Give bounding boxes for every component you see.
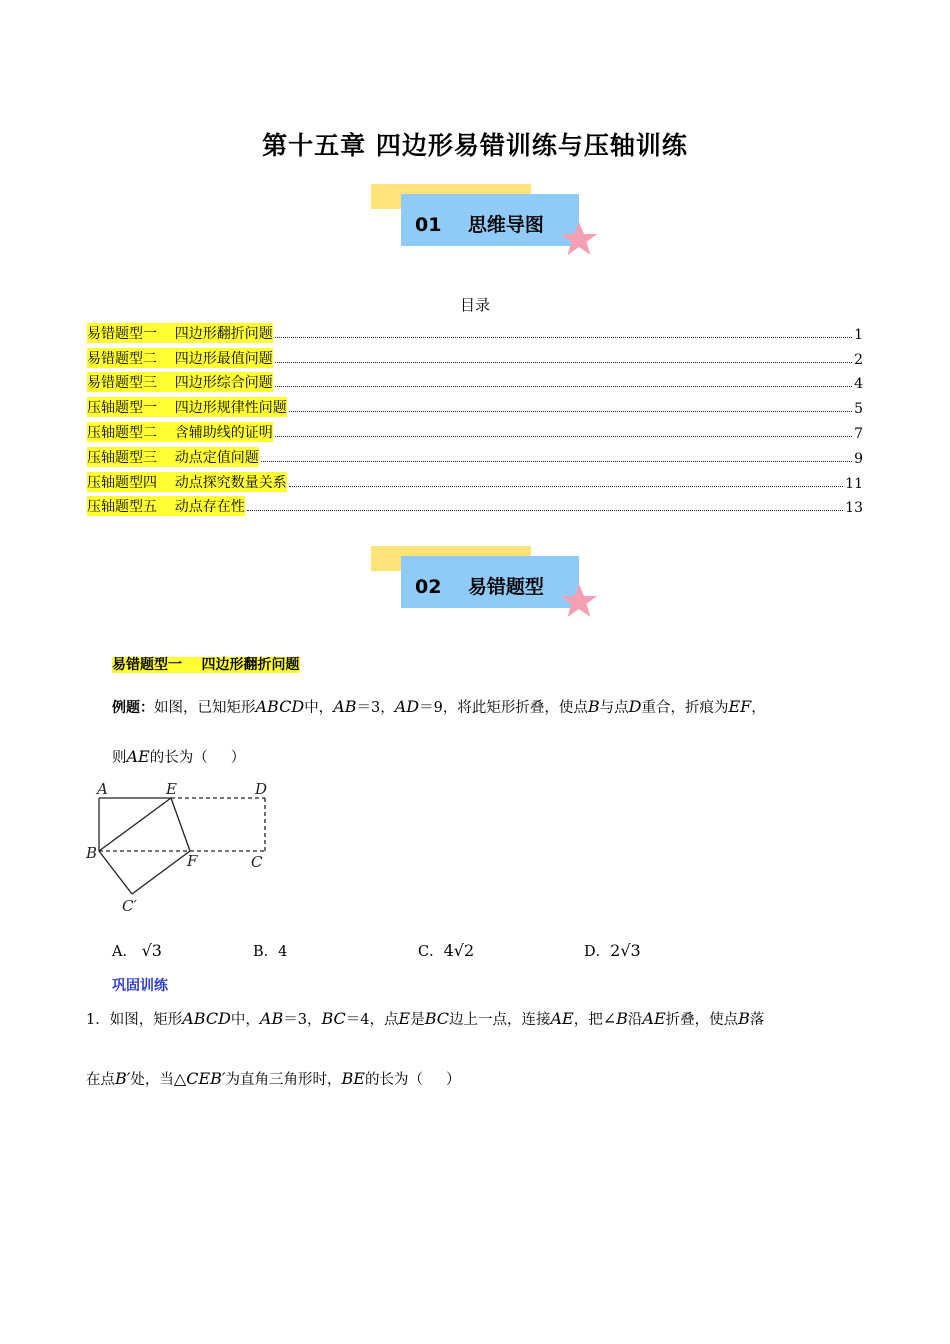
label-E: E (166, 780, 177, 798)
toc-item[interactable] (87, 417, 863, 442)
example-line-1: 例题：如图，已知矩形ABCD中，AB＝3，AD＝9，将此矩形折叠，使点B与点D重合，折痕为EF， (112, 697, 766, 716)
toc-item-page: 11 (845, 475, 863, 492)
toc-item-label: 压轴题型一 四边形规律性问题 (87, 397, 287, 417)
toc-item-page: 4 (854, 376, 863, 393)
toc-item-label: 压轴题型二 含辅助线的证明 (87, 422, 273, 442)
toc-item[interactable] (87, 392, 863, 417)
toc-item-label: 易错题型三 四边形综合问题 (87, 372, 273, 392)
toc-item-label: 压轴题型四 动点探究数量关系 (87, 472, 287, 492)
toc-item[interactable] (87, 492, 863, 517)
toc-item[interactable] (87, 318, 863, 343)
label-B: B (86, 844, 98, 862)
table-of-contents (87, 318, 863, 516)
toc-item-page: 9 (854, 450, 863, 467)
toc-item[interactable] (87, 467, 863, 492)
toc-item-page: 7 (854, 425, 863, 442)
example-line-2: 则AE的长为（ ） (112, 747, 246, 766)
page-title: 第十五章 四边形易错训练与压轴训练 (262, 131, 688, 160)
toc-item-page: 5 (854, 401, 863, 418)
section-number: 01 (415, 214, 442, 236)
toc-heading: 目录 (459, 296, 490, 314)
example-label: 例题： (112, 700, 154, 716)
option-c[interactable]: C．4√2 (418, 941, 475, 960)
toc-item[interactable] (87, 343, 863, 368)
section-banner-errors (371, 546, 611, 636)
toc-item[interactable] (87, 368, 863, 393)
label-C: C (251, 853, 263, 871)
label-C-prime: C′ (122, 897, 137, 915)
consolidate-heading: 巩固训练 (112, 978, 168, 994)
toc-item-label: 易错题型一 四边形翻折问题 (87, 323, 273, 343)
rectangle-fold-figure (84, 778, 284, 918)
section-banner-mindmap (371, 184, 611, 274)
section-name: 易错题型 (467, 576, 544, 598)
label-D: D (255, 780, 268, 798)
section-number: 02 (415, 576, 442, 598)
section-name: 思维导图 (467, 214, 544, 236)
option-a[interactable]: A． √3 (112, 941, 162, 960)
question-1-line-1: 1．如图，矩形ABCD中，AB＝3，BC＝4，点E是BC边上一点，连接AE，把∠B沿AE折叠，使点B落 (86, 1009, 765, 1028)
toc-item-page: 1 (854, 326, 863, 343)
question-1-line-2: 在点B′处，当△CEB′为直角三角形时，BE的长为（ ） (86, 1069, 461, 1088)
toc-item-label: 压轴题型三 动点定值问题 (87, 447, 259, 467)
toc-item-label: 压轴题型五 动点存在性 (87, 496, 245, 516)
label-A: A (97, 780, 108, 798)
toc-item[interactable] (87, 442, 863, 467)
option-d[interactable]: D．2√3 (584, 941, 641, 960)
toc-item-label: 易错题型二 四边形最值问题 (87, 348, 273, 368)
toc-item-page: 2 (854, 351, 863, 368)
star-icon (559, 220, 599, 258)
label-F: F (187, 852, 198, 870)
toc-item-page: 13 (845, 500, 863, 517)
option-b[interactable]: B．4 (253, 944, 288, 960)
star-icon (559, 582, 599, 620)
type-heading: 易错题型一 四边形翻折问题 (112, 657, 300, 673)
